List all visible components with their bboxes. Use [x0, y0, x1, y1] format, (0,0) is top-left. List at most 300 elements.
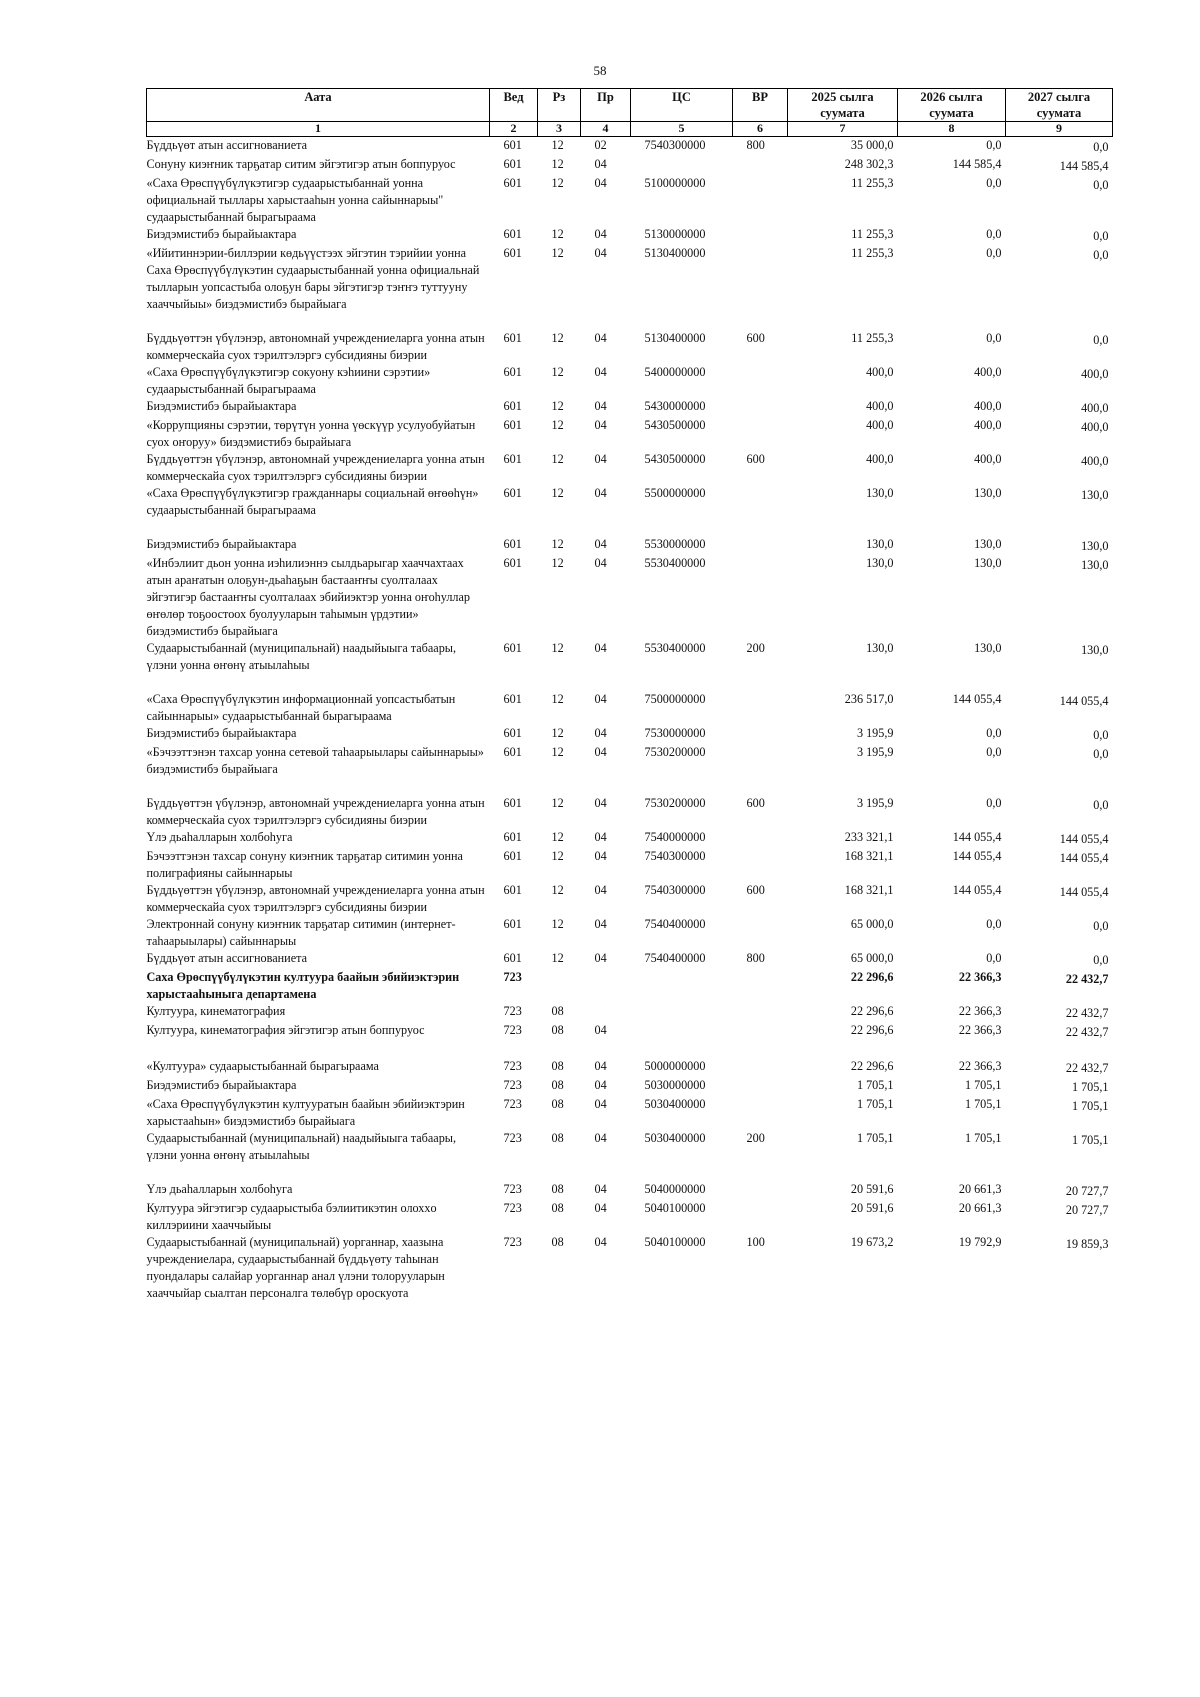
- row-cs: 5430000000: [644, 399, 706, 413]
- row-ved: 601: [503, 246, 522, 260]
- row-2025: 22 296,6: [850, 1004, 894, 1018]
- header-number: 4: [581, 122, 631, 137]
- row-rz: 12: [551, 745, 564, 759]
- row-pr: 04: [594, 1182, 607, 1196]
- row-rz: 12: [551, 138, 564, 152]
- row-rz: 12: [551, 883, 564, 897]
- row-vr: 600: [746, 883, 765, 897]
- row-2026: 130,0: [974, 556, 1002, 570]
- row-2027: 144 055,4: [1059, 851, 1109, 865]
- row-ved: 723: [503, 1004, 522, 1018]
- row-2025: 65 000,0: [850, 951, 894, 965]
- row-ved: 601: [503, 796, 522, 810]
- header-vr: ВР: [733, 89, 788, 122]
- row-vr: [733, 691, 788, 725]
- row-2026: 130,0: [974, 486, 1002, 500]
- row-ved: 601: [503, 365, 522, 379]
- row-vr: 600: [746, 452, 765, 466]
- row-2026: 400,0: [974, 365, 1002, 379]
- row-cs: 7530200000: [644, 796, 706, 810]
- header-rz: Рз: [538, 89, 581, 122]
- table-row: [147, 882, 1113, 916]
- row-name: Бүддьүөт атын ассигнованиета: [146, 951, 307, 965]
- row-2025: 400,0: [866, 365, 894, 379]
- row-pr: 04: [594, 537, 607, 551]
- row-2025: 400,0: [866, 399, 894, 413]
- row-vr: [733, 744, 788, 795]
- header-number: 2: [490, 122, 538, 137]
- row-2026: 19 792,9: [958, 1235, 1002, 1249]
- table-row: [147, 536, 1113, 555]
- row-ved: 601: [503, 176, 522, 190]
- row-vr: [733, 1058, 788, 1077]
- row-vr: [733, 417, 788, 451]
- row-rz: 08: [551, 1235, 564, 1249]
- row-pr: 04: [594, 246, 607, 260]
- row-2025: 248 302,3: [844, 157, 894, 171]
- row-vr: [733, 536, 788, 555]
- row-vr: [733, 1200, 788, 1234]
- row-2026: 0,0: [986, 138, 1002, 152]
- header-row: [147, 89, 1113, 122]
- row-name: «Саха Өрөспүүбүлүкэтин информационнай уопсастыбатын сайыннарыы» судаарыстыбаннай бырагыраама: [146, 692, 456, 723]
- table-row: [147, 1022, 1113, 1058]
- row-ved: 723: [503, 1097, 522, 1111]
- row-name: Биэдэмистибэ бырайыактара: [146, 537, 297, 551]
- row-2026: 144 055,4: [952, 849, 1002, 863]
- row-ved: 601: [503, 883, 522, 897]
- table-row: [147, 691, 1113, 725]
- row-pr: 04: [594, 365, 607, 379]
- row-2026: 1 705,1: [964, 1097, 1002, 1111]
- row-vr: [733, 226, 788, 245]
- row-cs: 5000000000: [644, 1059, 706, 1073]
- row-pr: 04: [594, 883, 607, 897]
- row-2027: 0,0: [1093, 798, 1109, 812]
- row-2026: 22 366,3: [958, 1004, 1002, 1018]
- table-row: [147, 1096, 1113, 1130]
- row-name: Биэдэмистибэ бырайыактара: [146, 1078, 297, 1092]
- row-rz: 08: [551, 1023, 564, 1037]
- row-2027: 144 585,4: [1059, 159, 1109, 173]
- row-pr: [581, 1003, 631, 1022]
- table-row: [147, 1058, 1113, 1077]
- header-ved: Вед: [490, 89, 538, 122]
- row-2026: 0,0: [986, 726, 1002, 740]
- row-2025: 130,0: [866, 537, 894, 551]
- row-2025: 168 321,1: [844, 849, 894, 863]
- row-rz: 12: [551, 641, 564, 655]
- row-cs: 5530400000: [644, 641, 706, 655]
- row-cs: 7540000000: [644, 830, 706, 844]
- row-2026: 0,0: [986, 796, 1002, 810]
- row-name: Бүддьүөт атын ассигнованиета: [146, 138, 307, 152]
- row-cs: 5030400000: [644, 1131, 706, 1145]
- row-ved: 601: [503, 331, 522, 345]
- row-cs: 5530000000: [644, 537, 706, 551]
- row-2027: 20 727,7: [1065, 1184, 1109, 1198]
- row-2025: 233 321,1: [844, 830, 894, 844]
- row-2026: 0,0: [986, 917, 1002, 931]
- row-cs: 7540400000: [644, 917, 706, 931]
- row-2026: 400,0: [974, 418, 1002, 432]
- row-name: «Ийитиннэрии-биллэрии көдьүүстээх эйгэтин тэрийии уонна Саха Өрөспүүбүлүкэтин судаарыстыбаннай уонна официальнай тылларын уопсастыба олоҕун бары эйгэтигэр тэҥҥэ туттууну хааччыйыы» биэдэмистибэ бырайыага: [146, 246, 480, 311]
- row-2025: 11 255,3: [851, 331, 894, 345]
- row-name: Судаарыстыбаннай (муниципальнай) наадыйыыга табаары, үлэни уонна өҥөнү атыылаһыы: [146, 641, 457, 672]
- table-row: [147, 555, 1113, 640]
- header-number: 6: [733, 122, 788, 137]
- table-row: [147, 725, 1113, 744]
- row-vr: 800: [746, 138, 765, 152]
- header-number: 1: [147, 122, 490, 137]
- row-2027: 22 432,7: [1065, 1061, 1109, 1075]
- row-2027: 0,0: [1093, 728, 1109, 742]
- table-row: [147, 950, 1113, 969]
- row-ved: 601: [503, 452, 522, 466]
- row-cs: 5130400000: [644, 331, 706, 345]
- row-ved: 601: [503, 157, 522, 171]
- row-cs: 7530200000: [644, 745, 706, 759]
- table-row: [147, 156, 1113, 175]
- row-name: Бүддьүөттэн үбүлэнэр, автономнай учреждениеларга уонна атын коммерческайа суох тэрилтэлэргэ субсидияны биэрии: [146, 331, 485, 362]
- row-name: «Саха Өрөспүүбүлүкэтигэр сокуону кэһиини сэрэтии» судаарыстыбаннай бырагыраама: [146, 365, 431, 396]
- row-rz: 12: [551, 917, 564, 931]
- row-name: Сонуну киэҥник тарҕатар ситим эйгэтигэр атын боппуруос: [146, 157, 456, 171]
- row-2025: 3 195,9: [856, 726, 894, 740]
- table-row: [147, 417, 1113, 451]
- row-cs: 5500000000: [644, 486, 706, 500]
- row-pr: 04: [594, 486, 607, 500]
- row-cs: 5130400000: [644, 246, 706, 260]
- row-cs: 7500000000: [644, 692, 706, 706]
- row-2025: 11 255,3: [851, 176, 894, 190]
- row-ved: 723: [503, 1201, 522, 1215]
- row-2027: 0,0: [1093, 140, 1109, 154]
- row-vr: [733, 485, 788, 536]
- row-2026: 0,0: [986, 331, 1002, 345]
- row-vr: [733, 916, 788, 950]
- row-2025: 22 296,6: [850, 970, 894, 984]
- row-rz: 08: [551, 1097, 564, 1111]
- row-pr: 04: [594, 830, 607, 844]
- row-ved: 601: [503, 726, 522, 740]
- row-2027: 400,0: [1081, 454, 1109, 468]
- row-name: Саха Өрөспүүбүлүкэтин култуура баайын эбийиэктэрин харыстааһыныга департамена: [146, 970, 460, 1001]
- row-2025: 3 195,9: [856, 796, 894, 810]
- row-name: «Култуура» судаарыстыбаннай бырагыраама: [146, 1059, 379, 1073]
- row-2027: 1 705,1: [1071, 1133, 1109, 1147]
- row-pr: 04: [594, 1131, 607, 1145]
- row-2025: 1 705,1: [856, 1131, 894, 1145]
- row-rz: 12: [551, 849, 564, 863]
- row-vr: [733, 848, 788, 882]
- row-2025: 400,0: [866, 452, 894, 466]
- row-rz: 12: [551, 227, 564, 241]
- row-2026: 130,0: [974, 537, 1002, 551]
- row-pr: 04: [594, 1201, 607, 1215]
- row-2026: 20 661,3: [958, 1201, 1002, 1215]
- row-pr: 04: [594, 1235, 607, 1249]
- row-rz: [538, 969, 581, 1003]
- row-rz: 08: [551, 1078, 564, 1092]
- row-rz: 12: [551, 537, 564, 551]
- row-rz: 08: [551, 1059, 564, 1073]
- row-name: Биэдэмистибэ бырайыактара: [146, 726, 297, 740]
- row-2025: 19 673,2: [850, 1235, 894, 1249]
- row-name: «Коррупцияны сэрэтии, төрүтүн уонна үөскүүр усулуобуйатын суох оҥоруу» биэдэмистибэ бырайыага: [146, 418, 476, 449]
- row-cs: 5030000000: [644, 1078, 706, 1092]
- row-rz: 08: [551, 1201, 564, 1215]
- row-vr: [733, 969, 788, 1003]
- table-row: [147, 330, 1113, 364]
- row-2025: 1 705,1: [856, 1097, 894, 1111]
- row-name: Култуура, кинематография эйгэтигэр атын боппуруос: [146, 1023, 425, 1037]
- table-row: [147, 364, 1113, 398]
- row-2027: 0,0: [1093, 178, 1109, 192]
- row-pr: 04: [594, 745, 607, 759]
- row-ved: 601: [503, 227, 522, 241]
- row-2027: 144 055,4: [1059, 885, 1109, 899]
- table-row: [147, 451, 1113, 485]
- row-2026: 20 661,3: [958, 1182, 1002, 1196]
- row-cs: 5030400000: [644, 1097, 706, 1111]
- row-rz: 12: [551, 796, 564, 810]
- row-2027: 400,0: [1081, 367, 1109, 381]
- row-pr: 04: [594, 556, 607, 570]
- row-pr: 04: [594, 418, 607, 432]
- row-cs: 7540300000: [644, 883, 706, 897]
- row-vr: 800: [746, 951, 765, 965]
- row-rz: 12: [551, 486, 564, 500]
- row-name: Бүддьүөттэн үбүлэнэр, автономнай учреждениеларга уонна атын коммерческайа суох тэрилтэлэргэ субсидияны биэрии: [146, 883, 485, 914]
- row-ved: 723: [503, 1235, 522, 1249]
- table-row: [147, 1003, 1113, 1022]
- row-cs: 5400000000: [644, 365, 706, 379]
- row-vr: [733, 1181, 788, 1200]
- row-2027: 144 055,4: [1059, 832, 1109, 846]
- row-cs: 5040100000: [644, 1235, 706, 1249]
- row-2026: 0,0: [986, 227, 1002, 241]
- row-pr: 04: [594, 399, 607, 413]
- row-pr: 04: [594, 157, 607, 171]
- row-name: «Саха Өрөспүүбүлүкэтигэр гражданнары социальнай өҥөөһүн» судаарыстыбаннай бырагыраама: [146, 486, 479, 517]
- row-vr: [733, 555, 788, 640]
- row-2025: 11 255,3: [851, 246, 894, 260]
- row-2027: 0,0: [1093, 953, 1109, 967]
- row-2025: 3 195,9: [856, 745, 894, 759]
- row-2025: 168 321,1: [844, 883, 894, 897]
- row-rz: 12: [551, 246, 564, 260]
- row-ved: 601: [503, 951, 522, 965]
- row-cs: [631, 1003, 733, 1022]
- row-2027: 0,0: [1093, 333, 1109, 347]
- row-vr: [733, 725, 788, 744]
- row-name: Судаарыстыбаннай (муниципальнай) уорганнар, хаазына учреждениелара, судаарыстыбаннай бүддьүөту таһынан пуондалары салайар уорганнар анал үлэни толорууларын хааччыйар сыалтан персоналга төлөбүр ороскуота: [146, 1235, 445, 1300]
- row-2025: 400,0: [866, 418, 894, 432]
- row-pr: 04: [594, 331, 607, 345]
- row-pr: 04: [594, 176, 607, 190]
- row-name: Үлэ дьаһалларын холбоһуга: [146, 830, 293, 844]
- row-2025: 1 705,1: [856, 1078, 894, 1092]
- table-row: [147, 1181, 1113, 1200]
- row-2027: 400,0: [1081, 420, 1109, 434]
- row-2027: 22 432,7: [1065, 1006, 1109, 1020]
- row-ved: 601: [503, 418, 522, 432]
- row-vr: 200: [746, 641, 765, 655]
- row-cs: 7540400000: [644, 951, 706, 965]
- table-row: [147, 1234, 1113, 1302]
- row-ved: 601: [503, 138, 522, 152]
- row-2026: 400,0: [974, 452, 1002, 466]
- row-cs: 5130000000: [644, 227, 706, 241]
- row-ved: 601: [503, 399, 522, 413]
- header-2027: 2027 сылга суумата: [1006, 89, 1113, 122]
- row-vr: 600: [746, 331, 765, 345]
- row-vr: [733, 829, 788, 848]
- row-cs: 5040100000: [644, 1201, 706, 1215]
- row-rz: 12: [551, 556, 564, 570]
- row-pr: 04: [594, 917, 607, 931]
- row-pr: 04: [594, 1097, 607, 1111]
- row-name: Бүддьүөттэн үбүлэнэр, автономнай учреждениеларга уонна атын коммерческайа суох тэрилтэлэргэ субсидияны биэрии: [146, 452, 485, 483]
- row-rz: 12: [551, 365, 564, 379]
- row-2027: 20 727,7: [1065, 1203, 1109, 1217]
- row-2026: 0,0: [986, 745, 1002, 759]
- header-number-row: [147, 122, 1113, 137]
- header-cs: ЦС: [631, 89, 733, 122]
- row-pr: 04: [594, 726, 607, 740]
- row-rz: 12: [551, 176, 564, 190]
- row-cs: 7540300000: [644, 849, 706, 863]
- row-rz: 12: [551, 726, 564, 740]
- row-cs: 5530400000: [644, 556, 706, 570]
- row-vr: [733, 1003, 788, 1022]
- row-name: Култуура эйгэтигэр судаарыстыба бэлиитикэтин олохxо киллэриини хааччыйыы: [146, 1201, 437, 1232]
- row-2026: 144 585,4: [952, 157, 1002, 171]
- row-ved: 723: [503, 1059, 522, 1073]
- table-row: [147, 137, 1113, 157]
- row-ved: 601: [503, 917, 522, 931]
- row-ved: 601: [503, 849, 522, 863]
- row-2026: 22 366,3: [958, 970, 1002, 984]
- row-ved: 601: [503, 830, 522, 844]
- row-2027: 400,0: [1081, 401, 1109, 415]
- row-2026: 22 366,3: [958, 1059, 1002, 1073]
- row-2025: 130,0: [866, 486, 894, 500]
- row-rz: 12: [551, 951, 564, 965]
- row-2027: 0,0: [1093, 919, 1109, 933]
- row-2026: 0,0: [986, 246, 1002, 260]
- row-vr: [733, 175, 788, 226]
- row-pr: 04: [594, 692, 607, 706]
- row-vr: [733, 1077, 788, 1096]
- row-name: Биэдэмистибэ бырайыактара: [146, 227, 297, 241]
- row-2027: 19 859,3: [1065, 1237, 1109, 1251]
- row-vr: [733, 1096, 788, 1130]
- table-row: [147, 398, 1113, 417]
- row-2025: 130,0: [866, 641, 894, 655]
- row-2026: 144 055,4: [952, 692, 1002, 706]
- row-2027: 1 705,1: [1071, 1099, 1109, 1113]
- row-2027: 0,0: [1093, 229, 1109, 243]
- row-pr: 04: [594, 227, 607, 241]
- header-pr: Пр: [581, 89, 631, 122]
- row-name: «Инбэлиит дьон уонна иэһилиэннэ сылдьарыгар хааччахтаах атын араҥатын олоҕун-дьаһаҕын бастааҥҥы суолталаах эйгэтигэр бастааҥҥы суолталаах эбийиэктэр уонна оҥоһуллар өҥөлөр тоҕоостоох буолууларын таһымын үрдэтии» биэдэмистибэ бырайыага: [146, 556, 470, 638]
- row-2027: 0,0: [1093, 747, 1109, 761]
- row-2027: 144 055,4: [1059, 694, 1109, 708]
- row-vr: [733, 245, 788, 330]
- row-rz: 12: [551, 418, 564, 432]
- row-2026: 22 366,3: [958, 1023, 1002, 1037]
- row-cs: 7540300000: [644, 138, 706, 152]
- row-ved: 723: [503, 1131, 522, 1145]
- row-cs: [631, 969, 733, 1003]
- row-pr: [581, 969, 631, 1003]
- row-pr: 04: [594, 849, 607, 863]
- row-name: Электроннай сонуну киэҥник тарҕатар ситимин (интернет-таһаарыылары) сайыннарыы: [146, 917, 456, 948]
- table-row: [147, 916, 1113, 950]
- row-name: «Бэчээттэнэн тахсар уонна сетевой таһаарыылары сайыннарыы» биэдэмистибэ бырайыага: [146, 745, 484, 776]
- budget-table: [146, 88, 1113, 1302]
- row-2025: 20 591,6: [850, 1182, 894, 1196]
- row-2027: 130,0: [1081, 643, 1109, 657]
- row-cs: 5100000000: [644, 176, 706, 190]
- header-name: Аата: [147, 89, 490, 122]
- row-2025: 236 517,0: [844, 692, 894, 706]
- row-name: Култуура, кинематография: [146, 1004, 286, 1018]
- row-2025: 35 000,0: [850, 138, 894, 152]
- row-ved: 723: [503, 1023, 522, 1037]
- row-rz: 12: [551, 399, 564, 413]
- row-2027: 1 705,1: [1071, 1080, 1109, 1094]
- page-number: 58: [593, 63, 607, 78]
- table-row: [147, 1200, 1113, 1234]
- row-pr: 04: [594, 1059, 607, 1073]
- row-2027: 130,0: [1081, 539, 1109, 553]
- row-2027: 130,0: [1081, 488, 1109, 502]
- table-body: [147, 137, 1113, 1303]
- row-name: Судаарыстыбаннай (муниципальнай) наадыйыыга табаары, үлэни уонна өҥөнү атыылаһыы: [146, 1131, 457, 1162]
- row-ved: 601: [503, 486, 522, 500]
- row-2027: 130,0: [1081, 558, 1109, 572]
- header-number: 7: [788, 122, 898, 137]
- header-number: 5: [631, 122, 733, 137]
- table-row: [147, 245, 1113, 330]
- table-row: [147, 969, 1113, 1003]
- table-row: [147, 175, 1113, 226]
- row-2025: 130,0: [866, 556, 894, 570]
- table-row: [147, 1130, 1113, 1181]
- row-rz: 12: [551, 331, 564, 345]
- row-2026: 1 705,1: [964, 1078, 1002, 1092]
- row-vr: 200: [746, 1131, 765, 1145]
- row-pr: 04: [594, 951, 607, 965]
- table-row: [147, 829, 1113, 848]
- row-2025: 22 296,6: [850, 1023, 894, 1037]
- row-rz: 12: [551, 452, 564, 466]
- row-2026: 0,0: [986, 176, 1002, 190]
- header-number: 8: [898, 122, 1006, 137]
- row-name: Үлэ дьаһалларын холбоһуга: [146, 1182, 293, 1196]
- row-pr: 04: [594, 1078, 607, 1092]
- row-pr: 02: [594, 138, 607, 152]
- row-rz: 08: [551, 1004, 564, 1018]
- row-pr: 04: [594, 641, 607, 655]
- header-2025: 2025 сылга суумата: [788, 89, 898, 122]
- row-2027: 22 432,7: [1065, 1025, 1109, 1039]
- row-rz: 12: [551, 830, 564, 844]
- row-ved: 601: [503, 745, 522, 759]
